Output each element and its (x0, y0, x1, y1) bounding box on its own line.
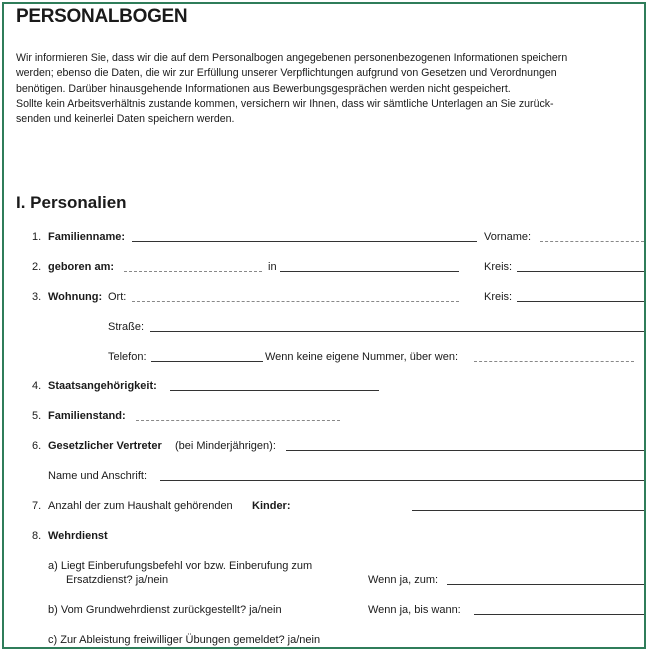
kinder-field[interactable] (412, 510, 644, 511)
staatsangehoerigkeit-field[interactable] (170, 390, 379, 391)
ort-label: Ort: (108, 291, 127, 303)
field-number: 7. (32, 500, 42, 512)
wehrdienst-label: Wehrdienst (48, 530, 108, 542)
vorname-label: Vorname: (484, 231, 532, 243)
gesetzlicher-vertreter-label: Gesetzlicher Vertreter (48, 440, 162, 452)
ort-field[interactable] (132, 301, 459, 302)
field-number: 8. (32, 530, 42, 542)
wohnung-label: Wohnung: (48, 291, 103, 303)
strasse-label: Straße: (108, 321, 145, 333)
page-title: PERSONALBOGEN (16, 6, 188, 27)
field-number: 6. (32, 440, 42, 452)
wehrdienst-b-field[interactable] (474, 614, 644, 615)
field-number: 3. (32, 291, 42, 303)
intro-line: Wir informieren Sie, dass wir die auf dem Personalbogen angegebenen personenbezogenen Informationen speichern (16, 52, 568, 64)
wehrdienst-b-wann-label: Wenn ja, bis wann: (368, 604, 461, 616)
intro-paragraph (16, 51, 636, 127)
intro-line: senden und keinerlei Daten speichern werden. (16, 113, 235, 126)
telefon-label: Telefon: (108, 351, 147, 363)
geboren-am-field[interactable] (124, 271, 262, 272)
geburtsort-field[interactable] (280, 271, 459, 272)
field-number: 1. (32, 231, 42, 243)
intro-line: benötigen. Darüber hinausgehende Informationen aus Bewerbungsgesprächen werden nicht gespeichert. (16, 82, 511, 95)
wehrdienst-c-line: c) Zur Ableistung freiwilliger Übungen gemeldet? ja/nein (48, 634, 321, 646)
wohn-kreis-field[interactable] (517, 301, 644, 302)
field-number: 2. (32, 261, 42, 273)
strasse-field[interactable] (150, 331, 644, 332)
familienstand-field[interactable] (136, 420, 340, 421)
wehrdienst-b-line: b) Vom Grundwehrdienst zurückgestellt? ja/nein (48, 604, 282, 616)
keine-nummer-label: Wenn keine eigene Nummer, über wen: (265, 351, 459, 363)
kinder-prefix: Anzahl der zum Haushalt gehörenden (48, 500, 233, 512)
field-number: 4. (32, 380, 42, 392)
keine-nummer-field[interactable] (474, 361, 634, 362)
geburtsort-label: in (268, 261, 277, 273)
familienname-field[interactable] (132, 241, 477, 242)
section-title-personalien: I. Personalien (16, 193, 127, 212)
familienstand-label: Familienstand: (48, 410, 126, 422)
intro-line: werden; ebenso die Daten, die wir zur Erfüllung unserer Verpflichtungen aufgrund von Gesetzen und Verordnungen (16, 67, 557, 80)
geburts-kreis-field[interactable] (517, 271, 644, 272)
minderjaehrige-note: (bei Minderjährigen): (175, 440, 276, 452)
staatsangehoerigkeit-label: Staatsangehörigkeit: (48, 380, 157, 392)
telefon-field[interactable] (151, 361, 263, 362)
name-anschrift-field[interactable] (160, 480, 644, 481)
name-anschrift-label: Name und Anschrift: (48, 470, 148, 482)
gesetzlicher-vertreter-field[interactable] (286, 450, 644, 451)
kinder-label: Kinder: (252, 500, 291, 512)
familienname-label: Familienname: (48, 231, 126, 243)
field-number: 5. (32, 410, 42, 422)
intro-line: Sollte kein Arbeitsverhältnis zustande kommen, versichern wir Ihnen, dass wir sämtliche Unterlagen an Sie zurück- (16, 97, 554, 110)
geburts-kreis-label: Kreis: (484, 261, 513, 273)
wehrdienst-a-field[interactable] (447, 584, 644, 585)
wehrdienst-a-line2: Ersatzdienst? ja/nein (66, 574, 169, 586)
wehrdienst-a-wann-label: Wenn ja, zum: (368, 574, 439, 586)
wohn-kreis-label: Kreis: (484, 291, 513, 303)
vorname-field[interactable] (540, 241, 644, 242)
wehrdienst-a-line1: a) Liegt Einberufungsbefehl vor bzw. Einberufung zum (48, 560, 313, 572)
geboren-am-label: geboren am: (48, 261, 115, 273)
